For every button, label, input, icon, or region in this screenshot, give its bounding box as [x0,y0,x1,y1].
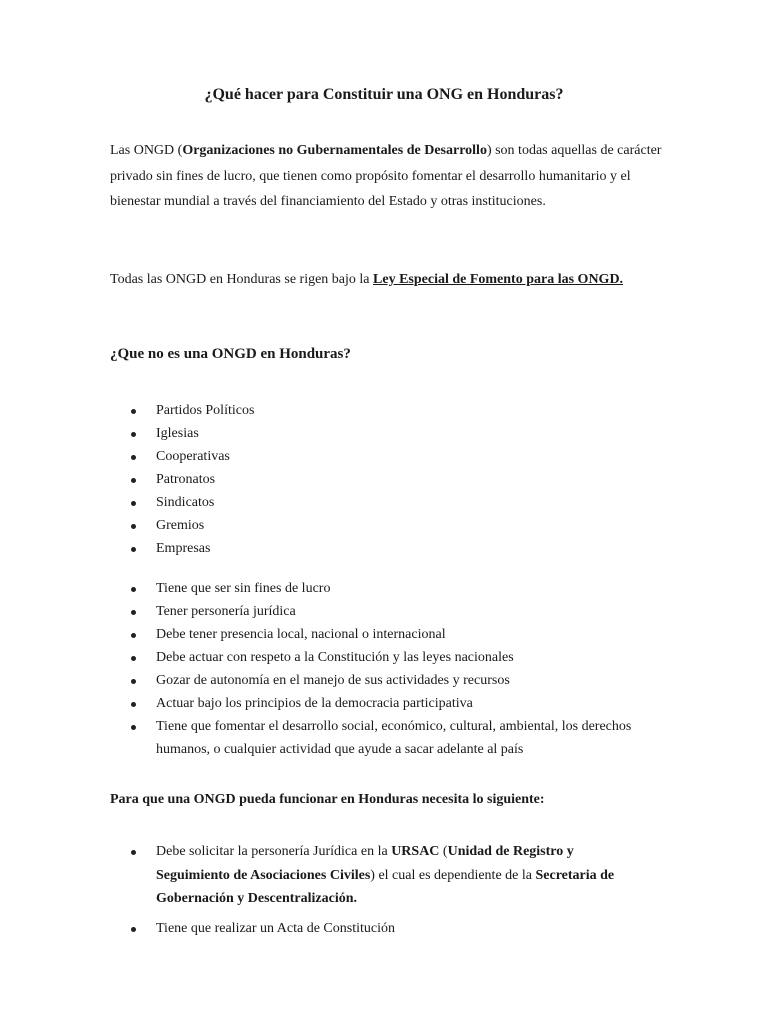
list-item-text: Actuar bajo los principios de la democracia participativa [156,696,473,711]
bullet-icon [131,702,136,707]
list-item [110,917,650,941]
list-item-text: Gremios [156,518,205,533]
page-title: ¿Qué hacer para Constituir una ONG en Honduras? [204,86,564,103]
list-item [110,445,650,468]
intro-term: Organizaciones no Gubernamentales de Desarrollo [182,143,487,158]
bullet-icon [131,656,136,661]
list-item [110,715,650,761]
list-item-text: Patronatos [156,472,216,487]
intro-text-post: ) son todas aquellas de carácter privado sin fines de lucro, que tienen como propósito fomentar el desarrollo humanitario y el bienestar mundial a través del financiamiento del Estado y otras instituciones. [110,143,662,209]
law-paragraph [110,267,662,293]
not-ongd-list [110,399,650,560]
list-item [110,491,650,514]
list-item-text: Sindicatos [156,495,215,510]
bullet-icon [131,679,136,684]
list-item [110,646,650,669]
list-item-text: Cooperativas [156,449,230,464]
list-item [110,577,650,600]
secretaria-name: Secretaria de Gobernación y Descentralización. [156,867,615,906]
bullet-icon [131,725,136,730]
bullet-icon [131,610,136,615]
list-item [110,514,650,537]
list-item-text: Tener personería jurídica [156,604,296,619]
list-item-text: Debe solicitar la personería Jurídica en la [156,844,392,859]
list-item [110,669,650,692]
list-item [110,468,650,491]
list-item [110,623,650,646]
function-heading: Para que una ONGD pueda funcionar en Honduras necesita lo siguiente: [110,792,545,807]
list-item-text: Tiene que ser sin fines de lucro [156,581,331,596]
list-item-text: Partidos Políticos [156,403,255,418]
list-item-text: Debe tener presencia local, nacional o internacional [156,627,446,642]
requirements-list [110,577,650,761]
list-item-text: Iglesias [156,426,199,441]
list-item-text: Gozar de autonomía en el manejo de sus actividades y recursos [156,673,510,688]
law-link[interactable]: Ley Especial de Fomento para las ONGD. [373,272,624,287]
bullet-icon [131,501,136,506]
list-item [110,600,650,623]
list-item [110,692,650,715]
list-item [110,399,650,422]
list-item [110,840,650,911]
list-item-text: Debe actuar con respeto a la Constitución y las leyes nacionales [156,650,514,665]
bullet-icon [131,927,136,932]
list-item-text: Tiene que realizar un Acta de Constitución [156,920,395,936]
list-item-text: Empresas [156,541,211,556]
bullet-icon [131,409,136,414]
function-list [110,840,650,940]
intro-paragraph [110,138,662,215]
law-text: Todas las ONGD en Honduras se rigen bajo la [110,272,374,287]
bullet-icon [131,850,136,855]
bullet-icon [131,587,136,592]
bullet-icon [131,633,136,638]
list-item [110,537,650,560]
bullet-icon [131,478,136,483]
bullet-icon [131,524,136,529]
list-item-text: ( [439,844,448,859]
ursac-fullname: Unidad de Registro y Seguimiento de Asociaciones Civiles [156,844,574,883]
list-item [110,422,650,445]
intro-text-pre: Las ONGD ( [110,143,183,158]
bullet-icon [131,455,136,460]
list-item-text: ) el cual es dependiente de la [370,867,536,883]
not-ongd-heading: ¿Que no es una ONGD en Honduras? [110,346,351,362]
list-item-text: Tiene que fomentar el desarrollo social, económico, cultural, ambiental, los derechos humanos, o cualquier actividad que ayude a sacar adelante al país [156,719,632,757]
bullet-icon [131,432,136,437]
bullet-icon [131,547,136,552]
ursac-term: URSAC [391,844,440,859]
